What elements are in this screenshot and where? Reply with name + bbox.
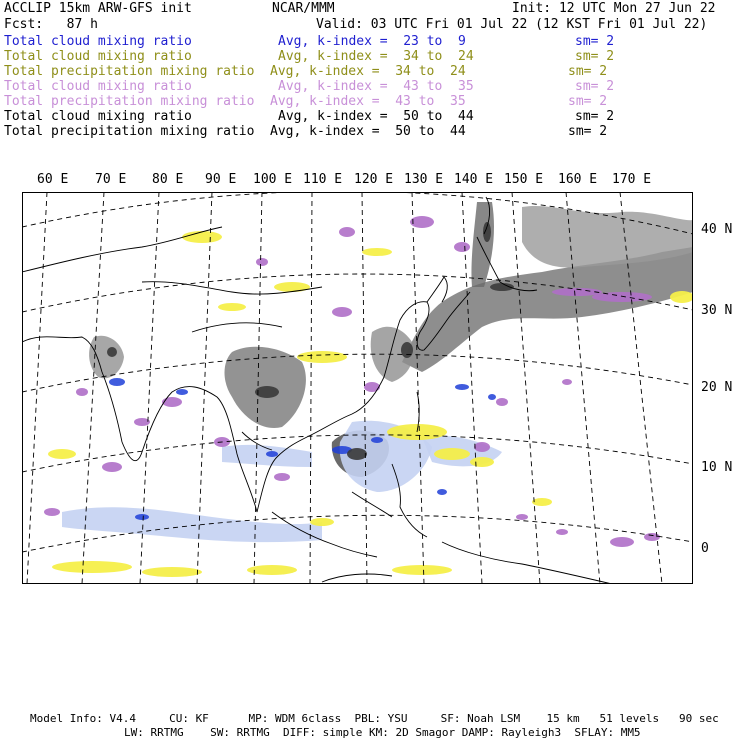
lon-label: 130 E [404,172,444,187]
field-sm: sm= 2 [575,34,615,49]
lat-label: 30 N [701,303,733,318]
model-title: ACCLIP 15km ARW-GFS init [4,1,192,16]
lon-label: 120 E [354,172,394,187]
forecast-map [22,192,693,584]
model-info-line2: LW: RRTMG SW: RRTMG DIFF: simple KM: 2D Smagor DAMP: Rayleigh3 SFLAY: MM5 [124,726,641,739]
lat-label: 20 N [701,380,733,395]
field-sm: sm= 2 [575,49,615,64]
lon-label: 110 E [303,172,343,187]
lat-label: 10 N [701,460,733,475]
field-avg: Avg, k-index = 43 to 35 [270,94,466,109]
lon-label: 80 E [152,172,184,187]
field-name: Total cloud mixing ratio [4,49,192,64]
field-name: Total precipitation mixing ratio [4,64,255,79]
model-info-line1: Model Info: V4.4 CU: KF MP: WDM 6class PBL: YSU SF: Noah LSM 15 km 51 levels 90 sec [30,712,719,725]
field-sm: sm= 2 [575,109,615,124]
lon-label: 160 E [558,172,598,187]
field-avg: Avg, k-index = 23 to 9 [278,34,466,49]
field-avg: Avg, k-index = 34 to 24 [270,64,466,79]
lon-label: 70 E [95,172,127,187]
field-sm: sm= 2 [568,64,608,79]
center-label: NCAR/MMM [272,1,335,16]
field-avg: Avg, k-index = 34 to 24 [278,49,474,64]
field-avg: Avg, k-index = 50 to 44 [270,124,466,139]
field-name: Total cloud mixing ratio [4,79,192,94]
lat-label: 40 N [701,222,733,237]
lon-label: 150 E [504,172,544,187]
field-name: Total precipitation mixing ratio [4,124,255,139]
lon-label: 90 E [205,172,237,187]
lon-label: 140 E [454,172,494,187]
field-sm: sm= 2 [568,94,608,109]
valid-time: Valid: 03 UTC Fri 01 Jul 22 (12 KST Fri 01 Jul 22) [316,17,708,32]
lon-label: 60 E [37,172,69,187]
field-sm: sm= 2 [568,124,608,139]
lon-label: 170 E [612,172,652,187]
init-time: Init: 12 UTC Mon 27 Jun 22 [512,1,716,16]
lat-label: 0 [701,541,709,556]
field-avg: Avg, k-index = 43 to 35 [278,79,474,94]
field-name: Total cloud mixing ratio [4,109,192,124]
field-avg: Avg, k-index = 50 to 44 [278,109,474,124]
field-sm: sm= 2 [575,79,615,94]
field-name: Total precipitation mixing ratio [4,94,255,109]
lon-label: 100 E [253,172,293,187]
field-name: Total cloud mixing ratio [4,34,192,49]
forecast-hour: Fcst: 87 h [4,17,98,32]
